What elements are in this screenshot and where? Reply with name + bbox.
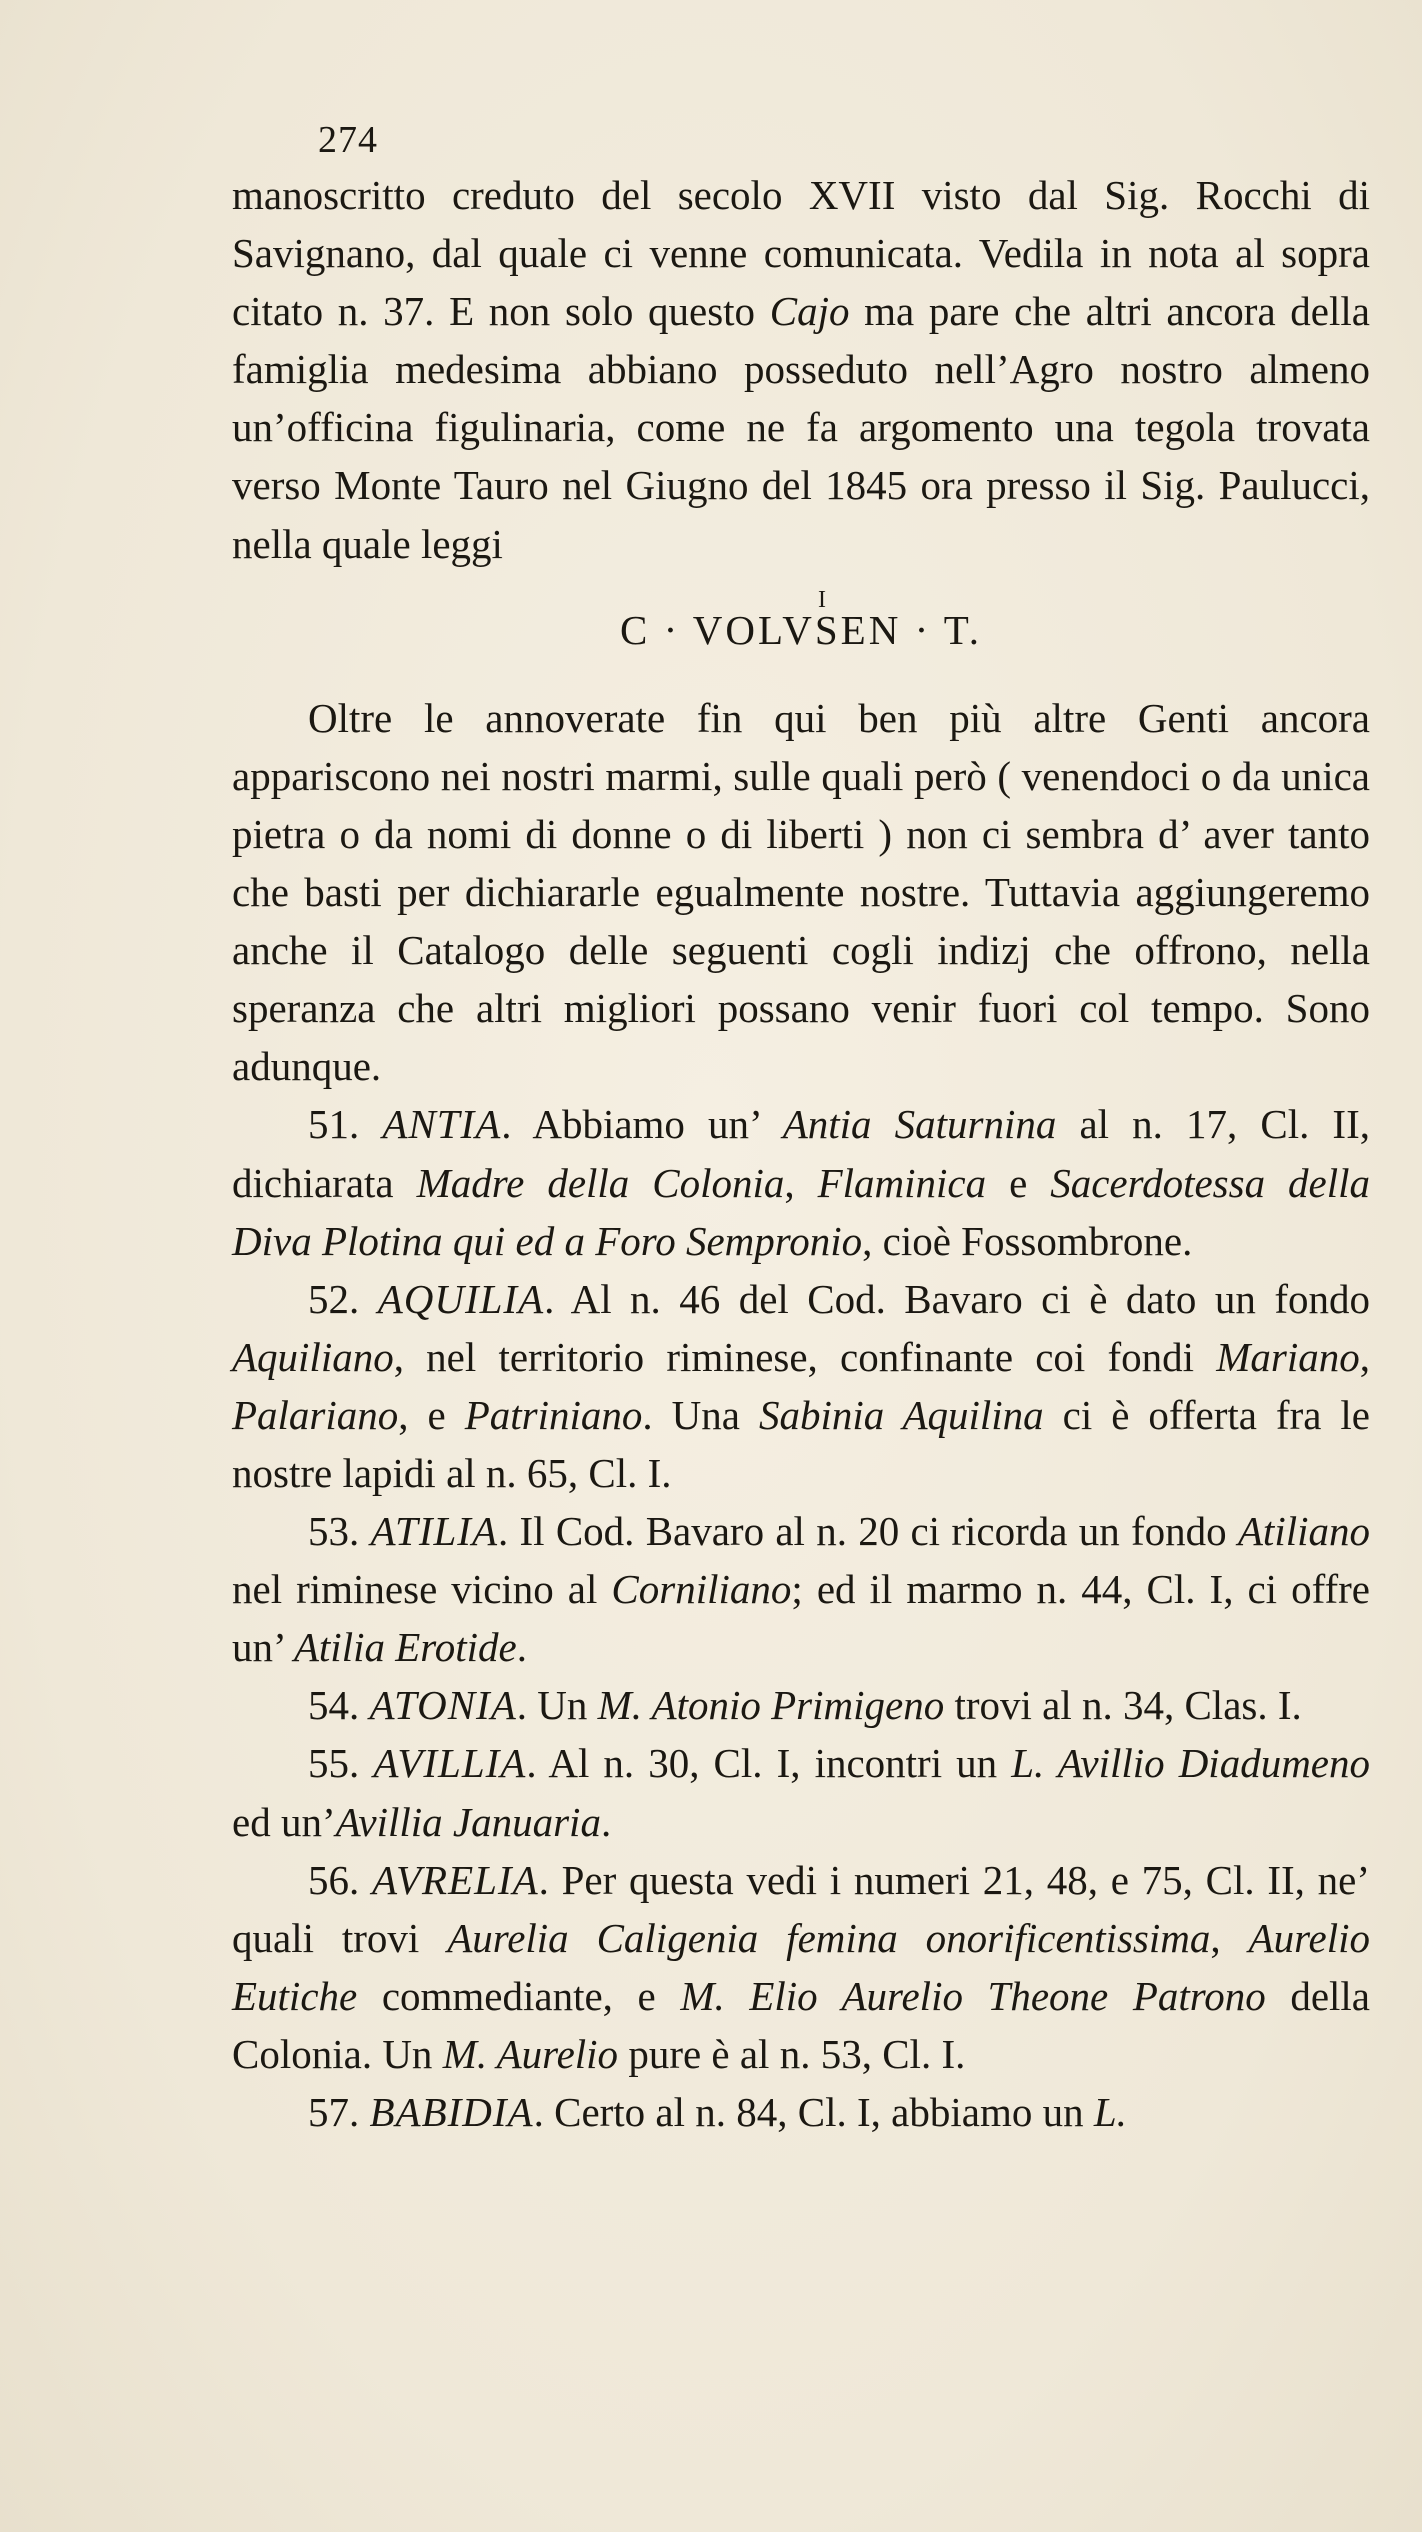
entry-55-avillia: 55. AVILLIA. Al n. 30, Cl. I, incontri un L. Avillio Diadumeno ed un’Avillia Januaria. xyxy=(232,1740,1371,1845)
entry-56-avrelia: 56. AVRELIA. Per questa vedi i numeri 21, 48, e 75, Cl. II, ne’ quali trovi Aurelia Caligenia femina onorificentissima, Aurelio Eutiche commediante, e M. Elio Aurelio Theone Patrono della Colonia. Un M. Aurelio pure è al n. 53, Cl. I. xyxy=(232,1856,1371,2077)
entry-54-atonia: 54. ATONIA. Un M. Atonio Primigeno trovi al n. 34, Clas. I. xyxy=(308,1682,1302,1729)
page-body xyxy=(232,166,1370,2141)
entry-52-aquilia: 52. AQUILIA. Al n. 46 del Cod. Bavaro ci è dato un fondo Aquiliano, nel territorio riminese, confinante coi fondi Mariano, Palariano, e Patriniano. Una Sabinia Aquilina ci è offerta fra le nostre lapidi al n. 65, Cl. I. xyxy=(232,1275,1371,1496)
paragraph-intro: Oltre le annoverate fin qui ben più altre Genti ancora appariscono nei nostri marmi, sulle quali però ( venendoci o da unica pietra o da nomi di donne o di liberti ) non ci sembra d’ aver tanto che basti per dichiararle egualmente nostre. Tuttavia aggiungeremo anche il Catalogo delle seguenti cogli indizj che offrono, nella speranza che altri migliori possano venir fuori col tempo. Sono adunque. xyxy=(232,694,1370,1090)
page-number: 274 xyxy=(318,119,378,161)
inscription-text: C · VOLVSEN · T. xyxy=(620,606,982,653)
entry-53-atilia: 53. ATILIA. Il Cod. Bavaro al n. 20 ci ricorda un fondo Atiliano nel riminese vicino al Corniliano; ed il marmo n. 44, Cl. I, ci offre un’ Atilia Erotide. xyxy=(232,1508,1370,1671)
entry-51-antia: 51. ANTIA. Abbiamo un’ Antia Saturnina al n. 17, Cl. II, dichiarata Madre della Colonia, Flaminica e Sacerdotessa della Diva Plotina qui ed a Foro Sempronio, cioè Fossombrone. xyxy=(232,1101,1370,1264)
inscription-mark: I xyxy=(818,586,829,613)
paragraph-continuation: manoscritto creduto del secolo XVII visto dal Sig. Rocchi di Savignano, dal quale ci venne comunicata. Vedila in nota al sopra citato n. 37. E non solo questo Cajo ma pare che altri ancora della famiglia medesima abbiano posseduto nell’Agro nostro almeno un’officina figulinaria, come ne fa argomento una tegola trovata verso Monte Tauro nel Giugno del 1845 ora presso il Sig. Paulucci, nella quale leggi xyxy=(232,172,1370,567)
tile-inscription xyxy=(232,586,1370,659)
entry-57-babidia: 57. BABIDIA. Certo al n. 84, Cl. I, abbiamo un L. xyxy=(308,2089,1127,2135)
